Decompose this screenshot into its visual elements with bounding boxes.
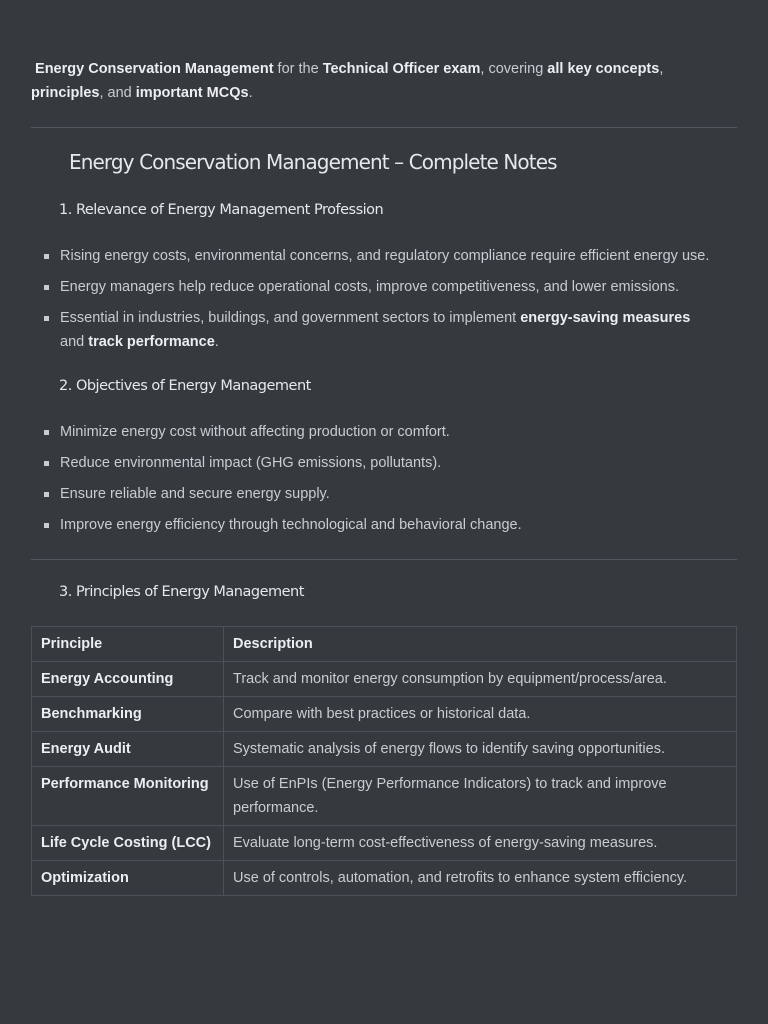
objectives-list xyxy=(43,420,743,544)
description-cell: Evaluate long-term cost-effectiveness of energy-saving measures. xyxy=(224,826,737,861)
table-row xyxy=(32,697,737,732)
table-header-row xyxy=(32,627,737,662)
bullet-square-icon xyxy=(44,492,49,497)
description-cell: Use of controls, automation, and retrofits to enhance system efficiency. xyxy=(224,861,737,896)
description-cell: Track and monitor energy consumption by equipment/process/area. xyxy=(224,662,737,697)
list-item-text: and xyxy=(60,334,89,350)
principle-cell: Benchmarking xyxy=(32,697,224,732)
list-item-bold: track performance xyxy=(88,334,215,350)
intro-bold-principles: principles xyxy=(31,85,100,101)
list-item xyxy=(43,482,743,506)
table-row xyxy=(32,767,737,826)
relevance-list xyxy=(43,244,743,361)
intro-bold-mcqs: important MCQs xyxy=(135,85,249,101)
list-item-text: Reduce environmental impact (GHG emissions, pollutants). xyxy=(60,455,442,471)
list-item xyxy=(43,306,743,354)
intro-text: , xyxy=(659,61,664,77)
list-item-text: Minimize energy cost without affecting production or comfort. xyxy=(60,424,450,440)
intro-bold-exam: Technical Officer exam xyxy=(322,61,481,77)
table-row xyxy=(32,861,737,896)
bullet-square-icon xyxy=(44,316,49,321)
intro-text: , covering xyxy=(480,61,548,77)
list-item xyxy=(43,420,743,444)
list-item-text: Rising energy costs, environmental concerns, and regulatory compliance require efficient energy use. xyxy=(60,248,710,264)
bullet-square-icon xyxy=(44,285,49,290)
list-item-text: Improve energy efficiency through technological and behavioral change. xyxy=(60,517,522,533)
bullet-square-icon xyxy=(44,254,49,259)
divider xyxy=(31,127,737,128)
description-cell: Systematic analysis of energy flows to identify saving opportunities. xyxy=(224,732,737,767)
section-heading-principles: 3. Principles of Energy Management xyxy=(59,584,304,600)
intro-text: , and xyxy=(99,85,136,101)
principle-cell: Performance Monitoring xyxy=(32,767,224,826)
bullet-square-icon xyxy=(44,523,49,528)
intro-text: for the xyxy=(273,61,323,77)
intro-text: . xyxy=(248,85,253,101)
divider xyxy=(31,559,737,560)
list-item-text: Energy managers help reduce operational costs, improve competitiveness, and lower emissions. xyxy=(60,279,679,295)
principle-cell: Energy Accounting xyxy=(32,662,224,697)
principle-cell: Energy Audit xyxy=(32,732,224,767)
page-title: Energy Conservation Management – Complete Notes xyxy=(69,150,557,174)
list-item-text: Ensure reliable and secure energy supply. xyxy=(60,486,330,502)
description-cell: Use of EnPIs (Energy Performance Indicators) to track and improve performance. xyxy=(224,767,737,826)
section-heading-relevance: 1. Relevance of Energy Management Profession xyxy=(59,202,384,218)
list-item xyxy=(43,513,743,537)
principle-cell: Optimization xyxy=(32,861,224,896)
column-header-description: Description xyxy=(224,627,737,662)
section-heading-objectives: 2. Objectives of Energy Management xyxy=(59,378,311,394)
list-item xyxy=(43,244,743,268)
table-row xyxy=(32,662,737,697)
table-row xyxy=(32,732,737,767)
table-row xyxy=(32,826,737,861)
list-item-text: Essential in industries, buildings, and government sectors to implement xyxy=(60,310,521,326)
column-header-principle: Principle xyxy=(32,627,224,662)
list-item-text: . xyxy=(214,334,219,350)
intro-paragraph xyxy=(31,57,737,105)
bullet-square-icon xyxy=(44,430,49,435)
intro-bold-topic: Energy Conservation Management xyxy=(35,61,274,77)
list-item xyxy=(43,451,743,475)
description-cell: Compare with best practices or historical data. xyxy=(224,697,737,732)
list-item-bold: energy-saving measures xyxy=(520,310,691,326)
list-item xyxy=(43,275,743,299)
bullet-square-icon xyxy=(44,461,49,466)
principles-table xyxy=(31,626,737,896)
principle-cell: Life Cycle Costing (LCC) xyxy=(32,826,224,861)
intro-bold-concepts: all key concepts xyxy=(547,61,660,77)
